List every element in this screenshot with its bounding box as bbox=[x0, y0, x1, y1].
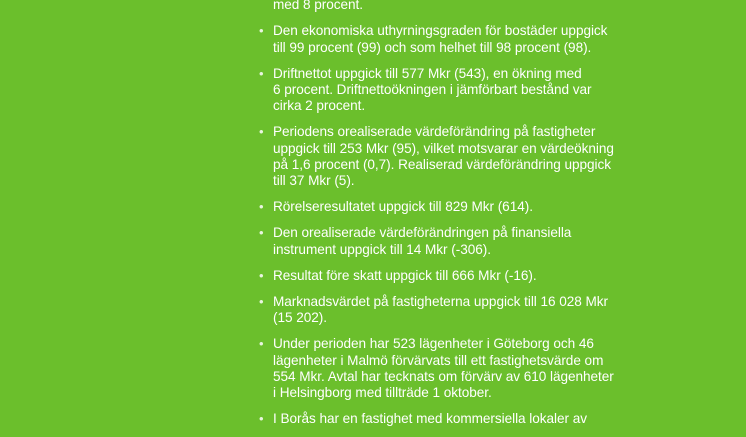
bullet-text: Marknadsvärdet på fastigheterna uppgick till 16 028 Mkr (15 202). bbox=[273, 294, 609, 326]
bullet-marker: • bbox=[259, 225, 264, 241]
bullet-marker: • bbox=[259, 336, 264, 352]
list-item bbox=[258, 336, 638, 401]
report-bullet-list bbox=[258, 0, 638, 437]
bullet-text: Driftnettot uppgick till 577 Mkr (543), en ökning med 6 procent. Driftnettoökningen i jämförbart bestånd var cirka 2 procent. bbox=[273, 65, 592, 114]
bullet-text: Resultat före skatt uppgick till 666 Mkr (-16). bbox=[273, 267, 537, 283]
list-item bbox=[258, 411, 638, 427]
bullet-marker: • bbox=[259, 124, 264, 140]
bullet-text: Periodens orealiserade värdeförändring på fastigheter uppgick till 253 Mkr (95), vilket motsvarar en värdeökning på 1,6 procent (0,7). Realiserad värdeförändring uppgick till 37 Mkr (5). bbox=[273, 124, 614, 189]
bullet-marker: • bbox=[259, 411, 264, 427]
list-item bbox=[258, 66, 638, 115]
list-item bbox=[258, 225, 638, 257]
list-item bbox=[258, 0, 638, 13]
bullet-marker: • bbox=[259, 65, 264, 81]
bullet-marker: • bbox=[259, 199, 264, 215]
list-item bbox=[258, 199, 638, 215]
list-item bbox=[258, 268, 638, 284]
bullet-text: Rörelseresultatet uppgick till 829 Mkr (614). bbox=[273, 199, 533, 215]
list-item bbox=[258, 23, 638, 55]
list-item bbox=[258, 294, 638, 326]
bullet-text: Den orealiserade värdeförändringen på finansiella instrument uppgick till 14 Mkr (-306). bbox=[273, 225, 572, 257]
bullet-text: Under perioden har 523 lägenheter i Göteborg och 46 lägenheter i Malmö förvärvats till ett fastighetsvärde om 554 Mkr. Avtal har tecknats om förvärv av 610 lägenheter i Helsingborg med tillträde 1 oktober. bbox=[273, 336, 614, 401]
list-item bbox=[258, 124, 638, 189]
bullet-text: I Borås har en fastighet med kommersiella lokaler av bbox=[273, 411, 587, 427]
bullet-text: Den ekonomiska uthyrningsgraden för bostäder uppgick till 99 procent (99) och som helhet till 98 procent (98). bbox=[273, 23, 608, 55]
bullet-marker: • bbox=[259, 267, 264, 283]
bullet-marker: • bbox=[259, 23, 264, 39]
bullet-marker: • bbox=[259, 294, 264, 310]
bullet-text: med 8 procent. bbox=[273, 0, 363, 13]
